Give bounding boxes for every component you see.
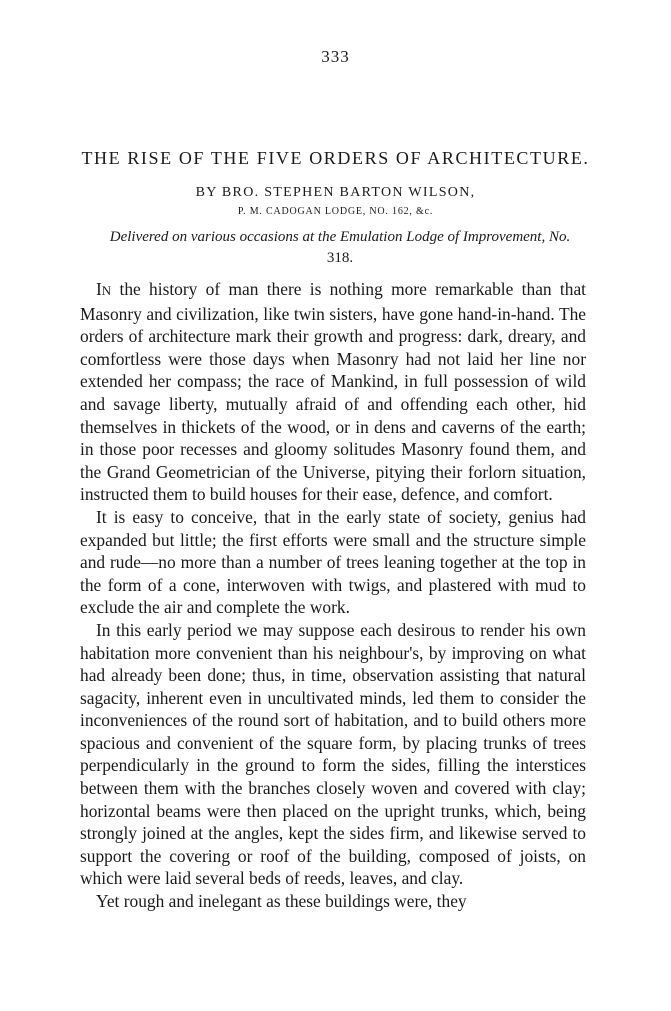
delivery-note-number: 318. — [326, 250, 354, 266]
delivery-note-number-label: No. — [548, 229, 571, 245]
paragraph: In this early period we may suppose each desirous to render his own habitation more convenient than his neighbour's, by improving on what had already been done; thus, in time, observation assisting that natural sagacity, inherent even in uncultivated minds, led them to consider the inconveniences of the round sort of habitation, and to build others more spacious and convenient of the square form, by placing trunks of trees perpendicularly in the ground to form the sides, filling the interstices between them with the branches closely woven and covered with clay; horizontal beams were then placed on the upright trunks, which, being strongly joined at the angles, kept the sides firm, and likewise served to support the covering or roof of the building, composed of joists, on which were laid several beds of reeds, leaves, and clay. — [80, 619, 586, 889]
paragraph: It is easy to conceive, that in the early state of society, genius had expanded but little; the first efforts were small and the structure simple and rude—no more than a number of trees leaning together at the top in the form of a cone, interwoven with twigs, and plastered with mud to exclude the air and complete the work. — [80, 506, 586, 618]
paragraph — [80, 278, 586, 506]
drop-cap-rest: N — [101, 283, 112, 298]
paragraph: Yet rough and inelegant as these buildings were, they — [96, 891, 467, 912]
article-title: THE RISE OF THE FIVE ORDERS OF ARCHITECTURE. — [81, 148, 590, 168]
article-body — [80, 278, 586, 913]
lodge-affiliation: P. M. CADOGAN LODGE, NO. 162, &c. — [237, 206, 434, 217]
delivery-note-text: Delivered on various occasions at the Emulation Lodge of Improvement, — [109, 229, 549, 245]
drop-cap-letter: I — [96, 279, 102, 299]
paragraph-text: the history of man there is nothing more remarkable than that Masonry and civilization, like twin sisters, have gone hand-in-hand. The orders of architecture mark their growth and progress: dark, dreary, and comfortless were those days when Masonry had not laid her line nor extended her compass; the race of Mankind, in full possession of wild and savage liberty, mutually afraid of and offending each other, hid themselves in thickets of the wood, or in dens and caverns of the earth; in those poor recesses and gloomy solitudes Masonry found them, and the Grand Geometrician of the Universe, pitying their forlorn situation, instructed them to build houses for their ease, defence, and comfort. — [80, 279, 586, 505]
author-byline: BY BRO. STEPHEN BARTON WILSON, — [195, 185, 476, 200]
page-number: 333 — [321, 47, 350, 66]
delivery-note — [100, 227, 580, 269]
